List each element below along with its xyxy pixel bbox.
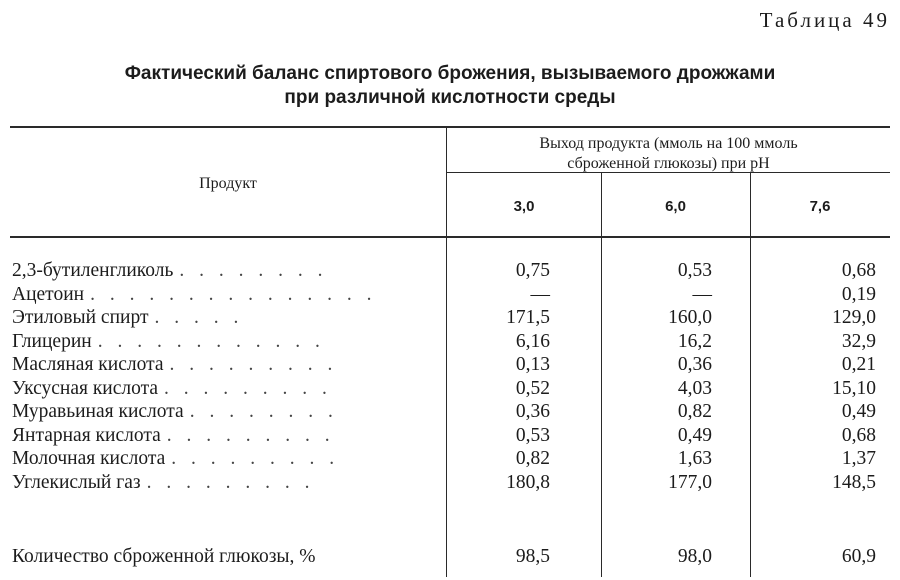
product-name: 2,3-бутиленгликоль . . . . . . . . xyxy=(12,260,328,281)
value-ph-3: 0,36 xyxy=(515,401,550,422)
value-ph-6: 16,2 xyxy=(677,330,712,352)
value-ph-7-6: 15,10 xyxy=(832,377,876,399)
product-name: Углекислый газ . . . . . . . . . xyxy=(12,471,315,493)
value-ph-6: 0,49 xyxy=(677,424,712,446)
value-ph-3: 0,82 xyxy=(515,448,550,469)
value-ph-6: — xyxy=(692,283,712,305)
value-ph-3: 0,75 xyxy=(515,260,550,281)
product-name: Уксусная кислота . . . . . . . . . xyxy=(12,377,332,399)
value-ph-7-6: 148,5 xyxy=(832,471,876,493)
table-row xyxy=(12,260,892,284)
value-ph-6: 177,0 xyxy=(668,471,712,493)
header-bottom-rule xyxy=(10,236,890,238)
table-row xyxy=(12,425,892,449)
ph-header-3: 7,6 xyxy=(809,198,831,215)
total-ph-6: 98,0 xyxy=(677,546,712,567)
table-title xyxy=(0,62,900,110)
value-ph-7-6: 1,37 xyxy=(841,448,876,469)
value-ph-3: 0,13 xyxy=(515,354,550,375)
value-ph-3: 0,53 xyxy=(515,424,550,446)
value-ph-3: 171,5 xyxy=(506,307,550,328)
yield-header-line-2: сброженной глюкозы) при pH xyxy=(567,155,770,172)
title-line-2: при различной кислотности среды xyxy=(284,87,616,108)
total-ph-7-6: 60,9 xyxy=(841,546,876,567)
value-ph-3: 6,16 xyxy=(515,330,550,352)
table-number: Таблица 49 xyxy=(759,8,890,32)
value-ph-3: 0,52 xyxy=(515,377,550,399)
table-row xyxy=(12,354,892,378)
yield-header xyxy=(447,134,890,174)
value-ph-7-6: 129,0 xyxy=(832,307,876,328)
value-ph-7-6: 0,49 xyxy=(841,401,876,422)
total-label: Количество сброженной глюкозы, % xyxy=(12,546,316,567)
total-ph-3: 98,5 xyxy=(515,546,550,567)
table-row xyxy=(12,401,892,425)
product-name: Янтарная кислота . . . . . . . . . xyxy=(12,424,335,446)
value-ph-7-6: 0,21 xyxy=(841,354,876,375)
value-ph-6: 0,82 xyxy=(677,401,712,422)
product-name: Масляная кислота . . . . . . . . . xyxy=(12,354,338,375)
table-row xyxy=(12,378,892,402)
total-row xyxy=(12,546,892,572)
product-header: Продукт xyxy=(199,175,257,192)
product-name: Молочная кислота . . . . . . . . . xyxy=(12,448,340,469)
value-ph-3: — xyxy=(530,283,550,305)
title-line-1: Фактический баланс спиртового брожения, вызываемого дрожжами xyxy=(124,63,776,84)
ph-header-1: 3,0 xyxy=(513,198,535,215)
table-row xyxy=(12,284,892,308)
table-row xyxy=(12,307,892,331)
product-name: Ацетоин . . . . . . . . . . . . . . . xyxy=(12,283,377,305)
table-row xyxy=(12,331,892,355)
table-top-rule xyxy=(10,126,890,128)
value-ph-7-6: 0,19 xyxy=(841,283,876,305)
value-ph-7-6: 0,68 xyxy=(841,424,876,446)
value-ph-3: 180,8 xyxy=(506,471,550,493)
product-name: Этиловый спирт . . . . . xyxy=(12,307,244,328)
value-ph-6: 1,63 xyxy=(677,448,712,469)
value-ph-6: 0,53 xyxy=(677,260,712,281)
ph-header-2: 6,0 xyxy=(665,198,686,215)
table-row xyxy=(12,472,892,496)
value-ph-6: 4,03 xyxy=(677,377,712,399)
value-ph-7-6: 0,68 xyxy=(841,260,876,281)
value-ph-7-6: 32,9 xyxy=(841,330,876,352)
yield-header-line-1: Выход продукта (ммоль на 100 ммоль xyxy=(539,135,798,152)
value-ph-6: 160,0 xyxy=(668,307,712,328)
product-name: Глицерин . . . . . . . . . . . . xyxy=(12,330,325,352)
product-name: Муравьиная кислота . . . . . . . . xyxy=(12,401,338,422)
value-ph-6: 0,36 xyxy=(677,354,712,375)
table-body xyxy=(12,260,892,495)
table-row xyxy=(12,448,892,472)
